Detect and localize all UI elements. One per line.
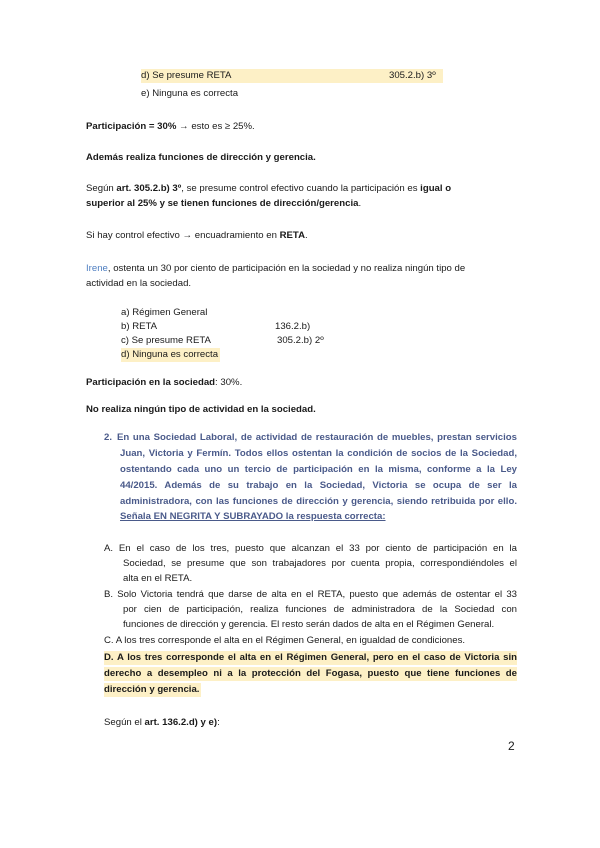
q2-option-d: d) Ninguna es correcta [121,349,219,360]
question2-line4: 44/2015. Además de su trabajo en la Sociedad, Victoria se ocupa de ser la [120,480,517,491]
page-number: 2 [508,739,515,753]
answer-a-line1: A. En el caso de los tres, puesto que alcanzan el 33 por ciento de participación en la [104,543,517,554]
control-efectivo-line: Si hay control efectivo → encuadramiento en RETA. [86,230,308,241]
answer-d-line1: D. A los tres corresponde el alta en el Régimen General, pero en el caso de Victoria sin [104,652,517,663]
question2-line1: En una Sociedad Laboral, de actividad de restauración de muebles, prestan servicios [117,432,517,443]
q1-option-d-text: d) Se presume RETA [141,70,232,81]
direccion-line: Además realiza funciones de dirección y gerencia. [86,152,316,163]
answer-b-line2: por cien de participación, realiza funciones de administradora de la Sociedad con [123,604,517,615]
question2-line2: Juan, Victoria y Fermín. Todos ellos ostentan la condición de socios de la Sociedad, [120,448,517,459]
q1-option-d [141,69,443,83]
segun-art-line1: Según art. 305.2.b) 3º, se presume control efectivo cuando la participación es igual o [86,183,452,194]
irene-line2: actividad en la sociedad. [86,278,192,289]
answer-d-line2: derecho a desempleo ni a la protección del Fogasa, puesto que tiene funciones de [104,668,517,679]
answer-c-line1: C. A los tres corresponde el alta en el Régimen General, en igualdad de condiciones. [104,635,466,646]
answer-b-line3: funciones de dirección y gerencia. El resto serán dados de alta en el Régimen General. [123,619,495,630]
question2-line3: ostentando cada uno un tercio de participación en la misma, conforme a la Ley [120,464,517,475]
answer-a-line3: alta en el RETA. [123,573,193,584]
q2-option-a: a) Régimen General [121,307,208,318]
question2-instruction: Señala EN NEGRITA Y SUBRAYADO la respuesta correcta: [120,511,386,522]
segun-art-line2: superior al 25% y se tienen funciones de dirección/gerencia. [86,198,362,209]
q2-option-b: b) RETA 136.2.b) [121,321,311,332]
question2-number: 2. [104,432,113,443]
question2-line5: administradora, con las funciones de dirección y gerencia, siendo retribuida por ello. [120,496,517,507]
answer-d-line3: dirección y gerencia. [104,684,200,695]
no-realiza-line: No realiza ningún tipo de actividad en la sociedad. [86,404,316,415]
irene-line1: Irene, ostenta un 30 por ciento de participación en la sociedad y no realiza ningún tipo de [86,263,466,274]
answer-a-line2: Sociedad, se presume que son trabajadores por cuenta propia, correspondiéndoles el [123,558,517,569]
q2-option-c: c) Se presume RETA 305.2.b) 2º [121,335,324,346]
q2-option-c-ref: 305.2.b) 2º [277,335,324,346]
participacion-line: Participación = 30% → esto es ≥ 25%. [86,121,255,132]
answer-b-line1: B. Solo Victoria tendrá que darse de alta en el RETA, puesto que además de ostentar el 33 [104,589,517,600]
q1-option-d-ref: 305.2.b) 3º [389,70,436,81]
q1-option-e: e) Ninguna es correcta [141,88,239,99]
irene-name: Irene [86,263,108,274]
q2-option-b-ref: 136.2.b) [275,321,311,332]
segun-final-line: Según el art. 136.2.d) y e): [104,717,220,728]
participacion-sociedad-line: Participación en la sociedad: 30%. [86,377,243,388]
